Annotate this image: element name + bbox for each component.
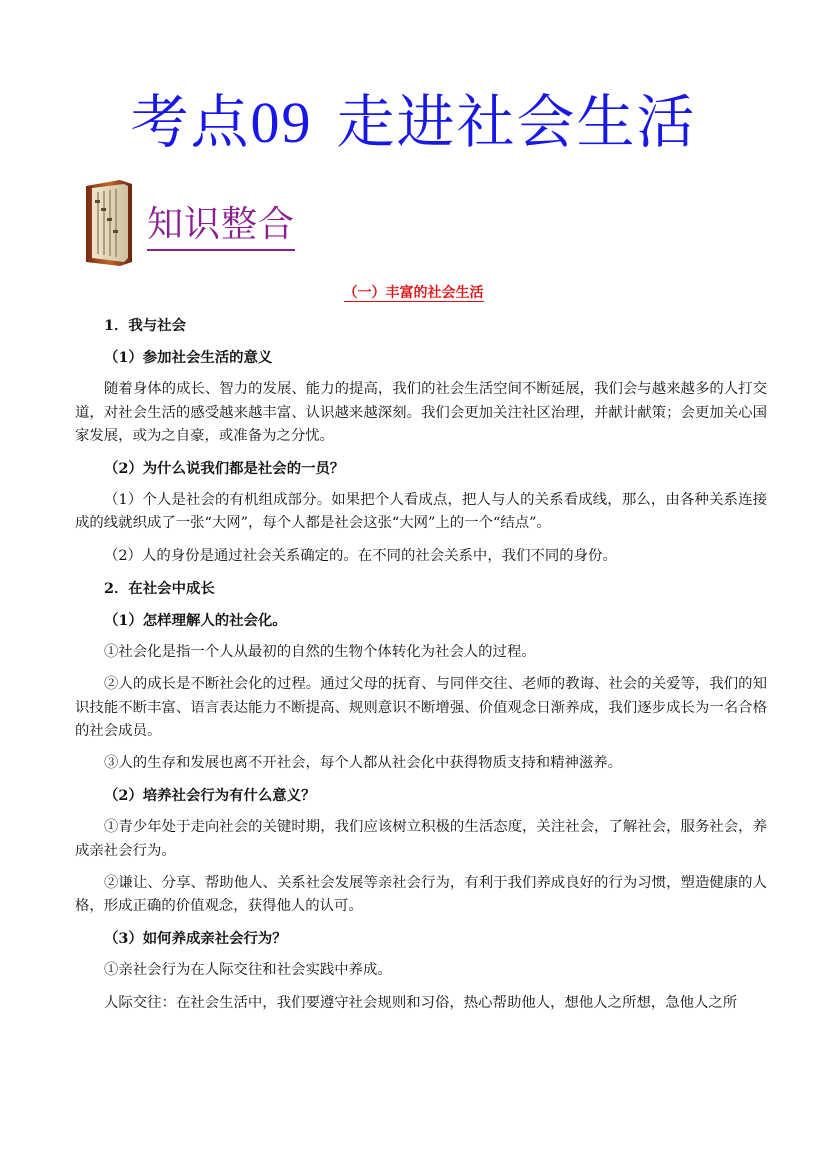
- knowledge-integration-label: 知识整合: [147, 203, 295, 251]
- heading-growing-in-society: 2．在社会中成长: [104, 579, 215, 597]
- subheading-socialization: （1）怎样理解人的社会化。: [104, 612, 287, 630]
- paragraph: ③人的生存和发展也离不开社会，每个人都从社会化中获得物质支持和精神滋养。: [104, 755, 623, 772]
- title-prefix: 考点: [130, 88, 251, 156]
- subheading-society-member: （2）为什么说我们都是社会的一员？: [104, 460, 345, 478]
- document-body: [75, 314, 767, 1024]
- section-title: [0, 282, 827, 304]
- section-title-text: （一）丰富的社会生活: [343, 285, 484, 301]
- paragraph: （1）个人是社会的有机组成部分。如果把个人看成点，把人与人的关系看成线，那么，由各种关系连接成的线就织成了一张“大网”，每个人都是社会这张“大网”上的一个“结点”。: [75, 492, 767, 532]
- paragraph: （2）人的身份是通过社会关系确定的。在不同的社会关系中，我们不同的身份。: [104, 547, 617, 564]
- subheading-meaning: （1）参加社会生活的意义: [104, 349, 273, 367]
- page-title: [0, 82, 827, 163]
- paragraph: 随着身体的成长、智力的发展、能力的提高，我们的社会生活空间不断延展，我们会与越来越多的人打交道，对社会生活的感受越来越丰富、认识越来越深刻。我们会更加关注社区治理，并献计献策；会更加关心国家发展，或为之自豪，或准备为之分忧。: [75, 381, 767, 444]
- paragraph: 人际交往：在社会生活中，我们要遵守社会规则和习俗，热心帮助他人，想他人之所想，急他人之所: [104, 994, 738, 1011]
- subheading-social-behavior-meaning: （2）培养社会行为有什么意义？: [104, 787, 316, 805]
- paragraph: ①青少年处于走向社会的关键时期，我们应该树立积极的生活态度，关注社会，了解社会，服务社会，养成亲社会行为。: [75, 819, 767, 859]
- subheading-how-to-develop: （3）如何养成亲社会行为？: [104, 930, 287, 948]
- title-number: 09: [250, 90, 313, 155]
- paragraph: ②谦让、分享、帮助他人、关系社会发展等亲社会行为，有利于我们养成良好的行为习惯，塑造健康的人格，形成正确的价值观念，获得他人的认可。: [75, 874, 767, 915]
- paragraph: ①社会化是指一个人从最初的自然的生物个体转化为社会人的过程。: [104, 644, 536, 661]
- paragraph: ②人的成长是不断社会化的过程。通过父母的抚育、与同伴交往、老师的教诲、社会的关爱等，我们的知识技能不断丰富、语言表达能力不断提高、规则意识不断增强、价值观念日渐养成，我们逐步成长为一名合格的社会成员。: [75, 676, 767, 739]
- title-text: 走进社会生活: [336, 88, 697, 156]
- paragraph: ①亲社会行为在人际交往和社会实践中养成。: [104, 962, 392, 979]
- heading-me-and-society: 1．我与社会: [104, 317, 186, 334]
